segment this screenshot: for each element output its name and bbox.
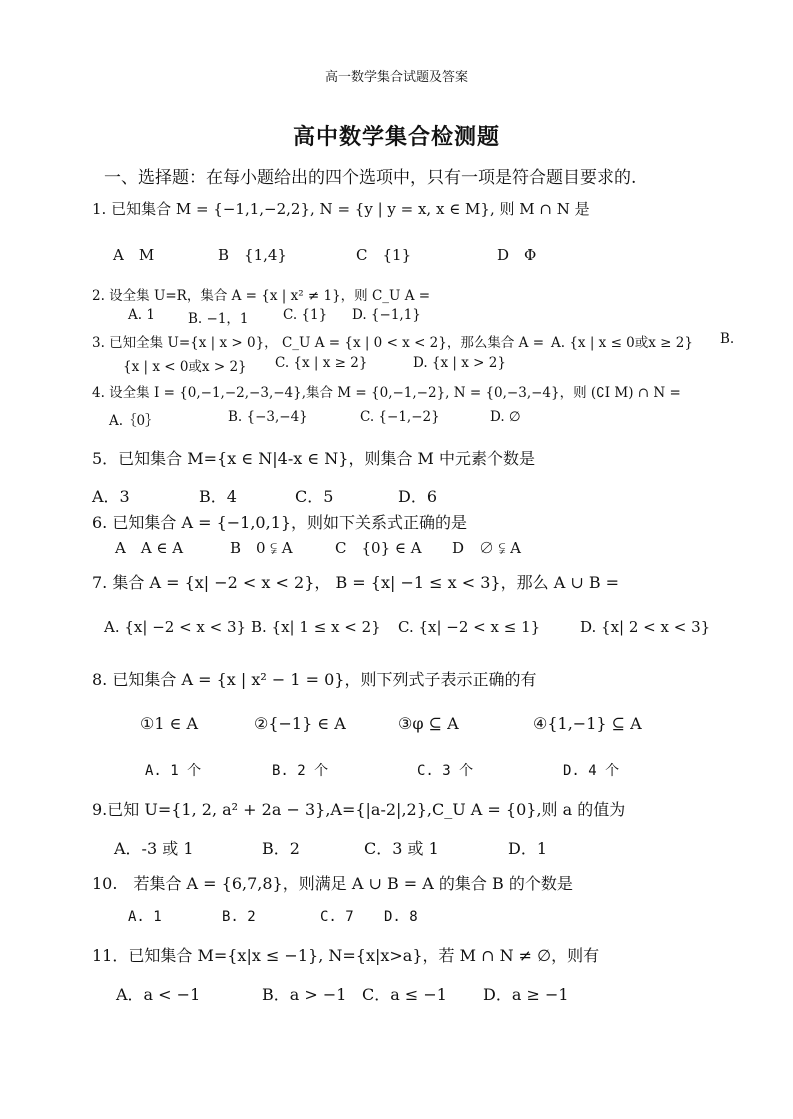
- question-3-option-a: A. {x | x ≤ 0或x ≥ 2}: [551, 335, 693, 351]
- question-8-statement-3: ③φ ⊆ A: [398, 714, 459, 733]
- question-6-option-d: D ∅ ⫋ A: [452, 539, 521, 557]
- question-5-option-c: C．5: [295, 487, 334, 506]
- question-11-option-a: A．a < −1: [116, 985, 201, 1004]
- page-title: 高中数学集合检测题: [292, 124, 500, 150]
- question-9-option-d: D．1: [508, 839, 548, 858]
- question-1-option-b: B {1,4}: [218, 246, 287, 264]
- question-4-stem: 4. 设全集 I = {0,−1,−2,−3,−4},集合 M = {0,−1,−2}, N = {0,−3,−4}，则 (∁I M) ∩ N =: [92, 385, 681, 401]
- question-2-stem: 2. 设全集 U=R，集合 A = {x | x² ≠ 1}，则 C_U A =: [92, 288, 431, 304]
- question-4-option-d: D. ∅: [490, 409, 521, 425]
- question-10-option-c: C. 7: [320, 909, 354, 925]
- question-3-option-c: C. {x | x ≥ 2}: [275, 355, 368, 371]
- question-2-option-b: B. −1，1: [188, 311, 249, 327]
- question-7-option-d: D. {x| 2 < x < 3}: [580, 618, 711, 636]
- question-8-statement-1: ①1 ∈ A: [140, 714, 199, 733]
- question-2-option-c: C. {1}: [283, 307, 328, 323]
- question-7-option-c: C. {x| −2 < x ≤ 1}: [398, 618, 541, 636]
- question-8-option-a: A. 1 个: [145, 763, 202, 779]
- page-header: 高一数学集合试题及答案: [324, 70, 468, 85]
- question-8-statement-2: ②{−1} ∈ A: [254, 714, 346, 733]
- question-9-option-b: B．2: [262, 839, 300, 858]
- question-9-option-c: C．3 或 1: [364, 839, 439, 858]
- question-11-option-d: D．a ≥ −1: [483, 985, 569, 1004]
- question-2-option-a: A. 1: [128, 307, 155, 323]
- question-5-option-b: B．4: [199, 487, 237, 506]
- question-9-stem: 9.已知 U={1, 2, a² + 2a − 3},A={|a-2|,2},C_U A = {0},则 a 的值为: [92, 800, 626, 819]
- question-6-option-b: B 0 ⫋ A: [230, 539, 293, 557]
- question-11-stem: 11．已知集合 M={x|x ≤ −1}, N={x|x>a}，若 M ∩ N ≠ ∅，则有: [92, 946, 600, 965]
- question-7-option-b: B. {x| 1 ≤ x < 2}: [251, 618, 381, 636]
- question-7-stem: 7. 集合 A = {x| −2 < x < 2}， B = {x| −1 ≤ x < 3}，那么 A ∪ B =: [92, 573, 620, 592]
- question-4-option-b: B. {−3,−4}: [228, 409, 308, 425]
- question-10-option-d: D. 8: [384, 909, 418, 925]
- question-3-option-b-label: B.: [720, 331, 735, 347]
- question-5-option-a: A．3: [92, 487, 130, 506]
- question-6-option-c: C {0} ∈ A: [335, 539, 422, 557]
- question-6-option-a: A A ∈ A: [115, 539, 184, 557]
- question-11-option-b: B．a > −1: [262, 985, 347, 1004]
- question-5-option-d: D．6: [398, 487, 438, 506]
- question-6-stem: 6. 已知集合 A = {−1,0,1}，则如下关系式正确的是: [92, 513, 468, 532]
- question-9-option-a: A．-3 或 1: [114, 839, 194, 858]
- question-10-option-a: A. 1: [128, 909, 162, 925]
- question-8-statement-4: ④{1,−1} ⊆ A: [533, 714, 642, 733]
- question-10-option-b: B. 2: [222, 909, 256, 925]
- question-5-stem: 5．已知集合 M={x ∈ N|4-x ∈ N}，则集合 M 中元素个数是: [92, 449, 536, 468]
- question-8-stem: 8. 已知集合 A = {x | x² − 1 = 0}，则下列式子表示正确的有: [92, 670, 537, 689]
- question-8-option-b: B. 2 个: [272, 763, 329, 779]
- question-7-option-a: A. {x| −2 < x < 3}: [104, 618, 247, 636]
- question-8-option-d: D. 4 个: [563, 763, 620, 779]
- question-1-stem: 1. 已知集合 M = {−1,1,−2,2}, N = {y | y = x, x ∈ M}, 则 M ∩ N 是: [92, 200, 590, 218]
- question-4-option-a: A.｛0｝: [109, 413, 159, 429]
- question-3-stem: 3. 已知全集 U={x | x > 0}， C_U A = {x | 0 < x < 2}，那么集合 A =: [92, 335, 544, 351]
- question-2-option-d: D. {−1,1}: [352, 307, 421, 323]
- section-heading: 一、选择题：在每小题给出的四个选项中，只有一项是符合题目要求的.: [104, 168, 637, 188]
- question-1-option-d: D Φ: [497, 246, 537, 264]
- question-1-option-c: C {1}: [356, 246, 412, 264]
- question-1-option-a: A M: [113, 246, 155, 264]
- question-4-option-c: C. {−1,−2}: [360, 409, 440, 425]
- question-3-option-d: D. {x | x > 2}: [413, 355, 506, 371]
- question-3-option-b: {x | x < 0或x > 2}: [123, 359, 247, 375]
- question-11-option-c: C．a ≤ −1: [362, 985, 447, 1004]
- question-8-option-c: C. 3 个: [417, 763, 474, 779]
- question-10-stem: 10. 若集合 A = {6,7,8}，则满足 A ∪ B = A 的集合 B 的个数是: [92, 874, 573, 893]
